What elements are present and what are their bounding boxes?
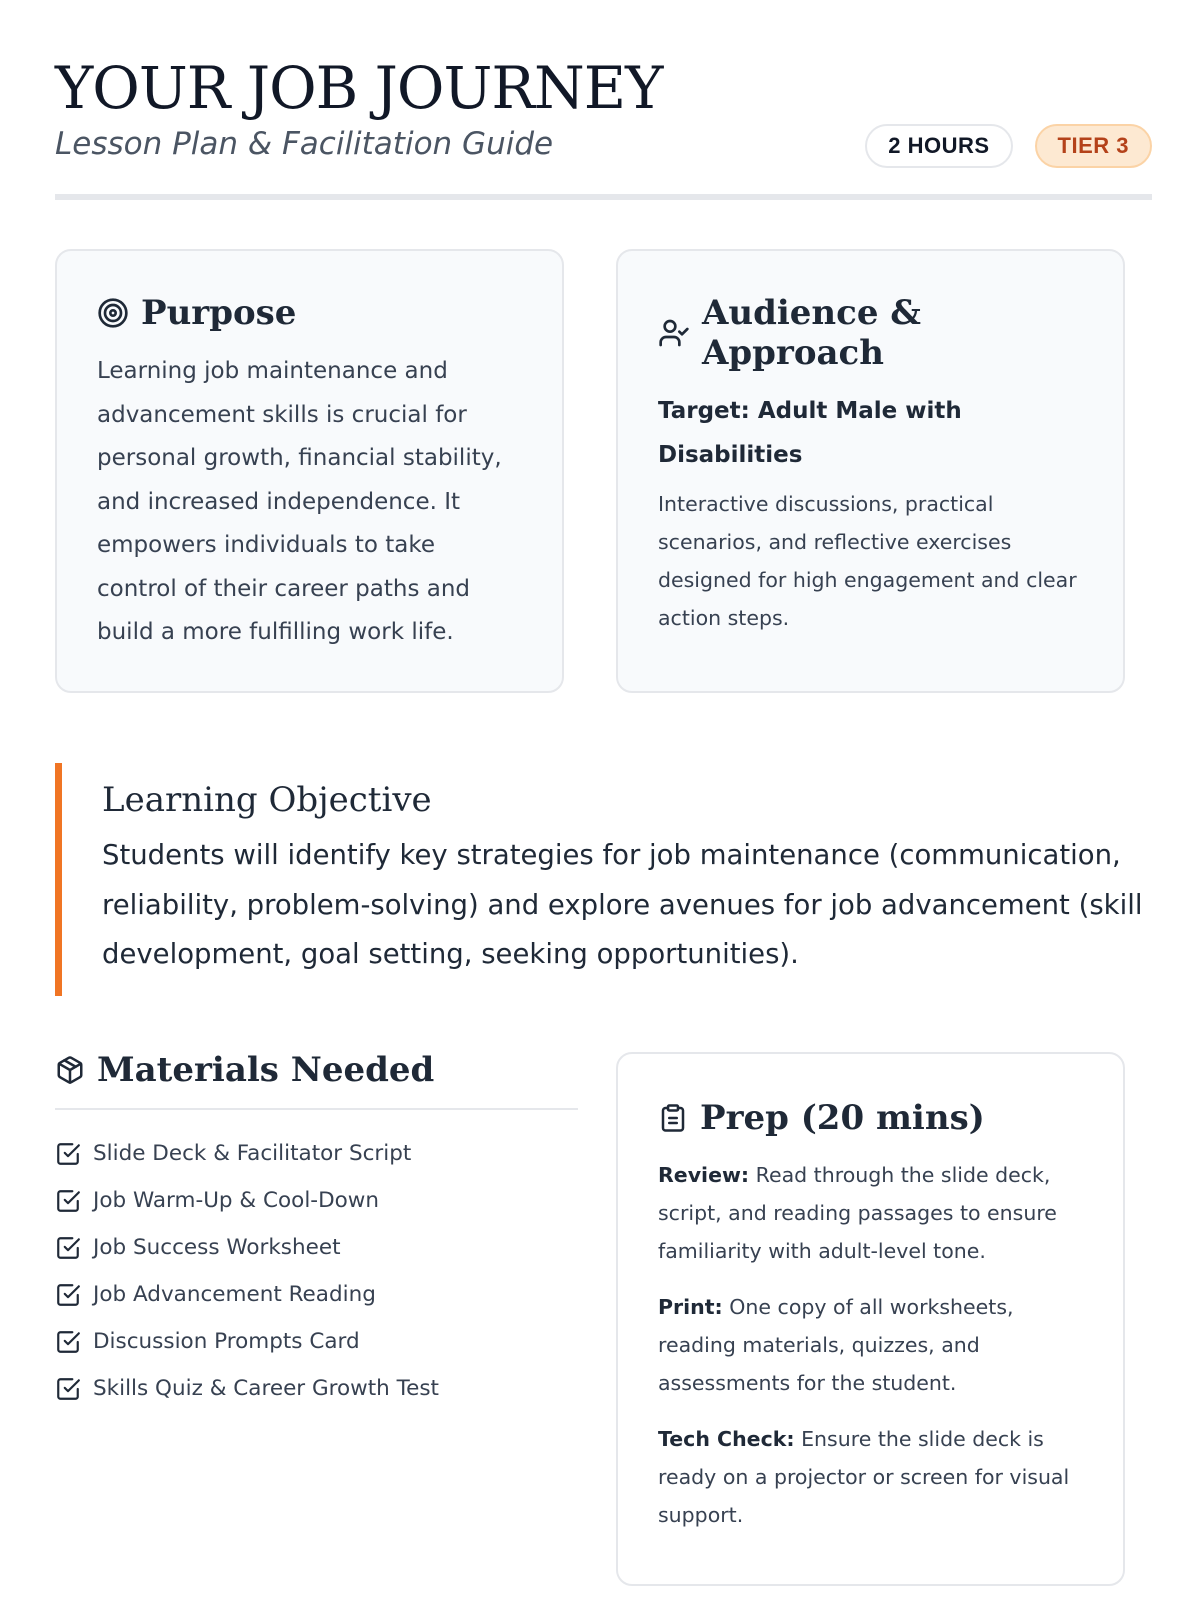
objective-title: Learning Objective	[102, 780, 432, 820]
checkbox-icon	[55, 1282, 81, 1308]
audience-title	[658, 293, 1083, 373]
checkbox-icon	[55, 1188, 81, 1214]
duration-badge: 2 HOURS	[865, 124, 1012, 168]
prep-step-label: Print:	[658, 1295, 723, 1319]
learning-objective	[55, 763, 1152, 996]
list-item	[55, 1365, 578, 1412]
materials-title	[55, 1050, 578, 1110]
objective-body: Students will identify key strategies for job maintenance (communication, reliability, problem-solving) and explore avenues for job advancement (skill development, goal setting, seeking opportunities).	[102, 839, 1143, 970]
target-icon	[97, 297, 129, 329]
audience-title-text: Audience & Approach	[702, 293, 922, 373]
checkbox-icon	[55, 1376, 81, 1402]
list-item	[55, 1224, 578, 1271]
prep-step-text: Ensure the slide deck is ready on a projector or screen for visual support.	[658, 1427, 1070, 1527]
purpose-card	[55, 249, 564, 693]
prep-step-print	[658, 1288, 1083, 1402]
user-check-icon	[658, 317, 690, 349]
audience-body: Interactive discussions, practical scenarios, and reflective exercises designed for high engagement and clear action steps.	[658, 492, 1077, 630]
checkbox-icon	[55, 1329, 81, 1355]
page-header	[55, 0, 1152, 200]
purpose-title	[97, 293, 522, 333]
list-item	[55, 1318, 578, 1365]
prep-step-label: Review:	[658, 1163, 750, 1187]
material-item-label: Discussion Prompts Card	[93, 1329, 360, 1354]
list-item	[55, 1271, 578, 1318]
checkbox-icon	[55, 1141, 81, 1167]
checkbox-icon	[55, 1235, 81, 1261]
materials-title-text: Materials Needed	[97, 1050, 435, 1090]
material-item-label: Slide Deck & Facilitator Script	[93, 1141, 412, 1166]
prep-step-text: Read through the slide deck, script, and reading passages to ensure familiarity with adult-level tone.	[658, 1163, 1057, 1263]
prep-title	[658, 1098, 1083, 1138]
prep-title-text: Prep (20 mins)	[700, 1098, 985, 1138]
material-item-label: Job Warm-Up & Cool-Down	[93, 1188, 379, 1213]
prep-steps	[658, 1156, 1083, 1534]
prep-step-tech-check	[658, 1420, 1083, 1534]
package-icon	[55, 1055, 85, 1085]
materials-list	[55, 1130, 578, 1412]
lesson-plan-page	[55, 0, 1152, 1527]
page-subtitle: Lesson Plan & Facilitation Guide	[55, 126, 554, 162]
prep-step-text: One copy of all worksheets, reading materials, quizzes, and assessments for the student.	[658, 1295, 1014, 1395]
material-item-label: Skills Quiz & Career Growth Test	[93, 1376, 439, 1401]
material-item-label: Job Advancement Reading	[93, 1282, 376, 1307]
prep-step-label: Tech Check:	[658, 1427, 795, 1451]
audience-target: Target: Adult Male with Disabilities	[658, 398, 962, 468]
badge-group	[865, 124, 1152, 168]
material-item-label: Job Success Worksheet	[93, 1235, 341, 1260]
list-item	[55, 1130, 578, 1177]
page-title: YOUR JOB JOURNEY	[55, 54, 663, 122]
tier-badge: TIER 3	[1035, 124, 1152, 168]
audience-card	[616, 249, 1125, 693]
purpose-body: Learning job maintenance and advancement skills is crucial for personal growth, financial stability, and increased independence. It empowers individuals to take control of their career paths and build a more fulfilling work life.	[97, 358, 502, 645]
list-item	[55, 1177, 578, 1224]
clipboard-icon	[658, 1103, 688, 1133]
prep-step-review	[658, 1156, 1083, 1270]
purpose-title-text: Purpose	[141, 293, 297, 333]
prep-card	[616, 1052, 1125, 1586]
materials-section	[55, 1050, 578, 1412]
